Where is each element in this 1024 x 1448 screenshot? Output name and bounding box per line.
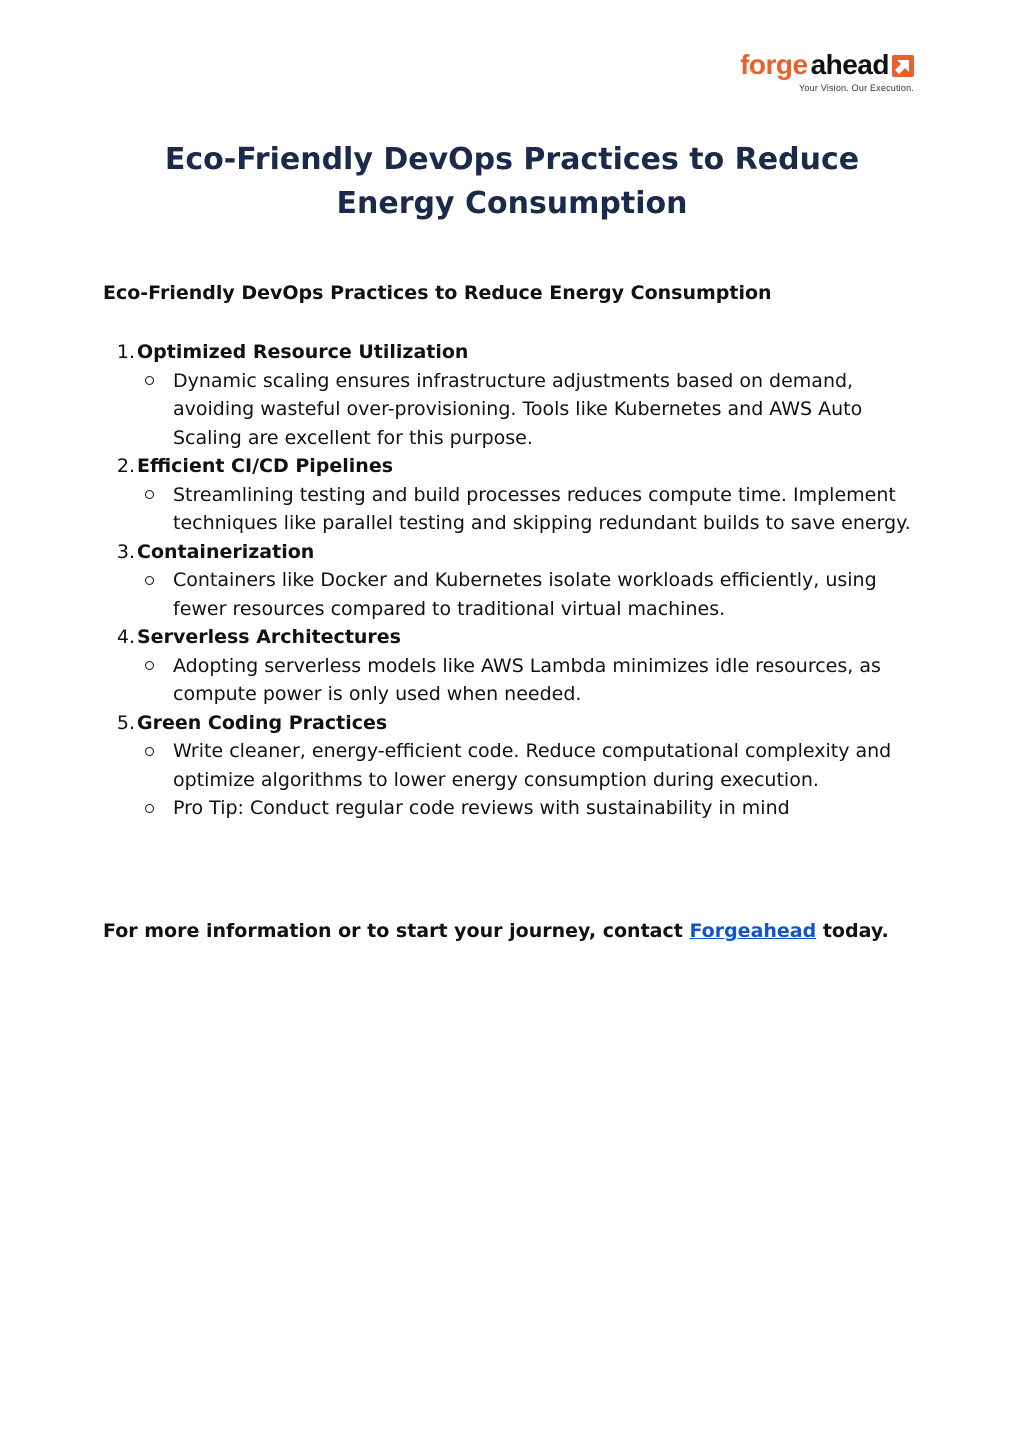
page-title: Eco-Friendly DevOps Practices to Reduce Energy Consumption (164, 142, 860, 221)
section-heading: Eco-Friendly DevOps Practices to Reduce Energy Consumption (103, 282, 772, 304)
practice-points (103, 652, 913, 709)
practice-point-text: Containers like Docker and Kubernetes isolate workloads efficiently, using fewer resources compared to traditional virtual machines. (173, 569, 877, 620)
practice-point (143, 481, 913, 538)
contact-prefix: For more information or to start your journey, contact (103, 920, 690, 942)
circle-bullet-icon (143, 737, 173, 766)
practice-title: Efficient CI/CD Pipelines (137, 455, 394, 477)
practice-point-text: Streamlining testing and build processes reduces compute time. Implement techniques like parallel testing and skipping redundant builds to save energy. (173, 483, 911, 534)
practices-list (103, 338, 913, 823)
contact-line (103, 920, 889, 942)
practice-number: 2. (116, 455, 135, 477)
practice-point-text: Dynamic scaling ensures infrastructure adjustments based on demand, avoiding wasteful over-provisioning. Tools like Kubernetes and AWS Auto Scaling are excellent for this purpose. (173, 369, 863, 449)
circle-bullet-icon (143, 481, 173, 510)
practice-points (103, 566, 913, 623)
logo-tagline: Your Vision. Our Execution. (799, 83, 914, 93)
practice-title: Serverless Architectures (137, 626, 401, 648)
practice-number: 4. (116, 626, 135, 648)
circle-bullet-icon (143, 794, 173, 823)
practice-title: Containerization (137, 540, 315, 563)
circle-bullet-icon (143, 367, 173, 396)
practice-point (143, 794, 913, 823)
logo-wordmark (740, 48, 914, 82)
arrow-mark-icon (892, 55, 914, 77)
practice-point-text: Adopting serverless models like AWS Lambda minimizes idle resources, as compute power is only used when needed. (173, 654, 881, 705)
circle-bullet-icon (143, 652, 173, 681)
logo-word-forge: forge (740, 49, 808, 80)
practice-title: Optimized Resource Utilization (137, 341, 469, 363)
practice-title: Green Coding Practices (137, 711, 388, 734)
practice-item (103, 338, 913, 452)
practice-point (143, 652, 913, 709)
logo-word-ahead: ahead (810, 49, 889, 80)
contact-suffix: today. (816, 920, 889, 942)
practice-point-text: Write cleaner, energy-efficient code. Reduce computational complexity and optimize algorithms to lower energy consumption during execution. (173, 740, 892, 791)
pro-tip-text: Pro Tip: Conduct regular code reviews with sustainability in mind (173, 797, 790, 819)
practice-item (103, 709, 913, 823)
practice-points (103, 737, 913, 823)
practice-point (143, 367, 913, 453)
practice-number: 1. (116, 341, 135, 363)
practice-number: 3. (116, 540, 135, 563)
practice-point (143, 737, 913, 794)
practice-item (103, 538, 913, 624)
forgeahead-link[interactable]: Forgeahead (689, 920, 817, 942)
practice-point (143, 566, 913, 623)
circle-bullet-icon (143, 566, 173, 595)
practice-points (103, 481, 913, 538)
practice-item (103, 623, 913, 709)
practice-points (103, 367, 913, 453)
practice-number: 5. (116, 711, 135, 734)
brand-logo (740, 48, 914, 93)
practice-item (103, 452, 913, 538)
